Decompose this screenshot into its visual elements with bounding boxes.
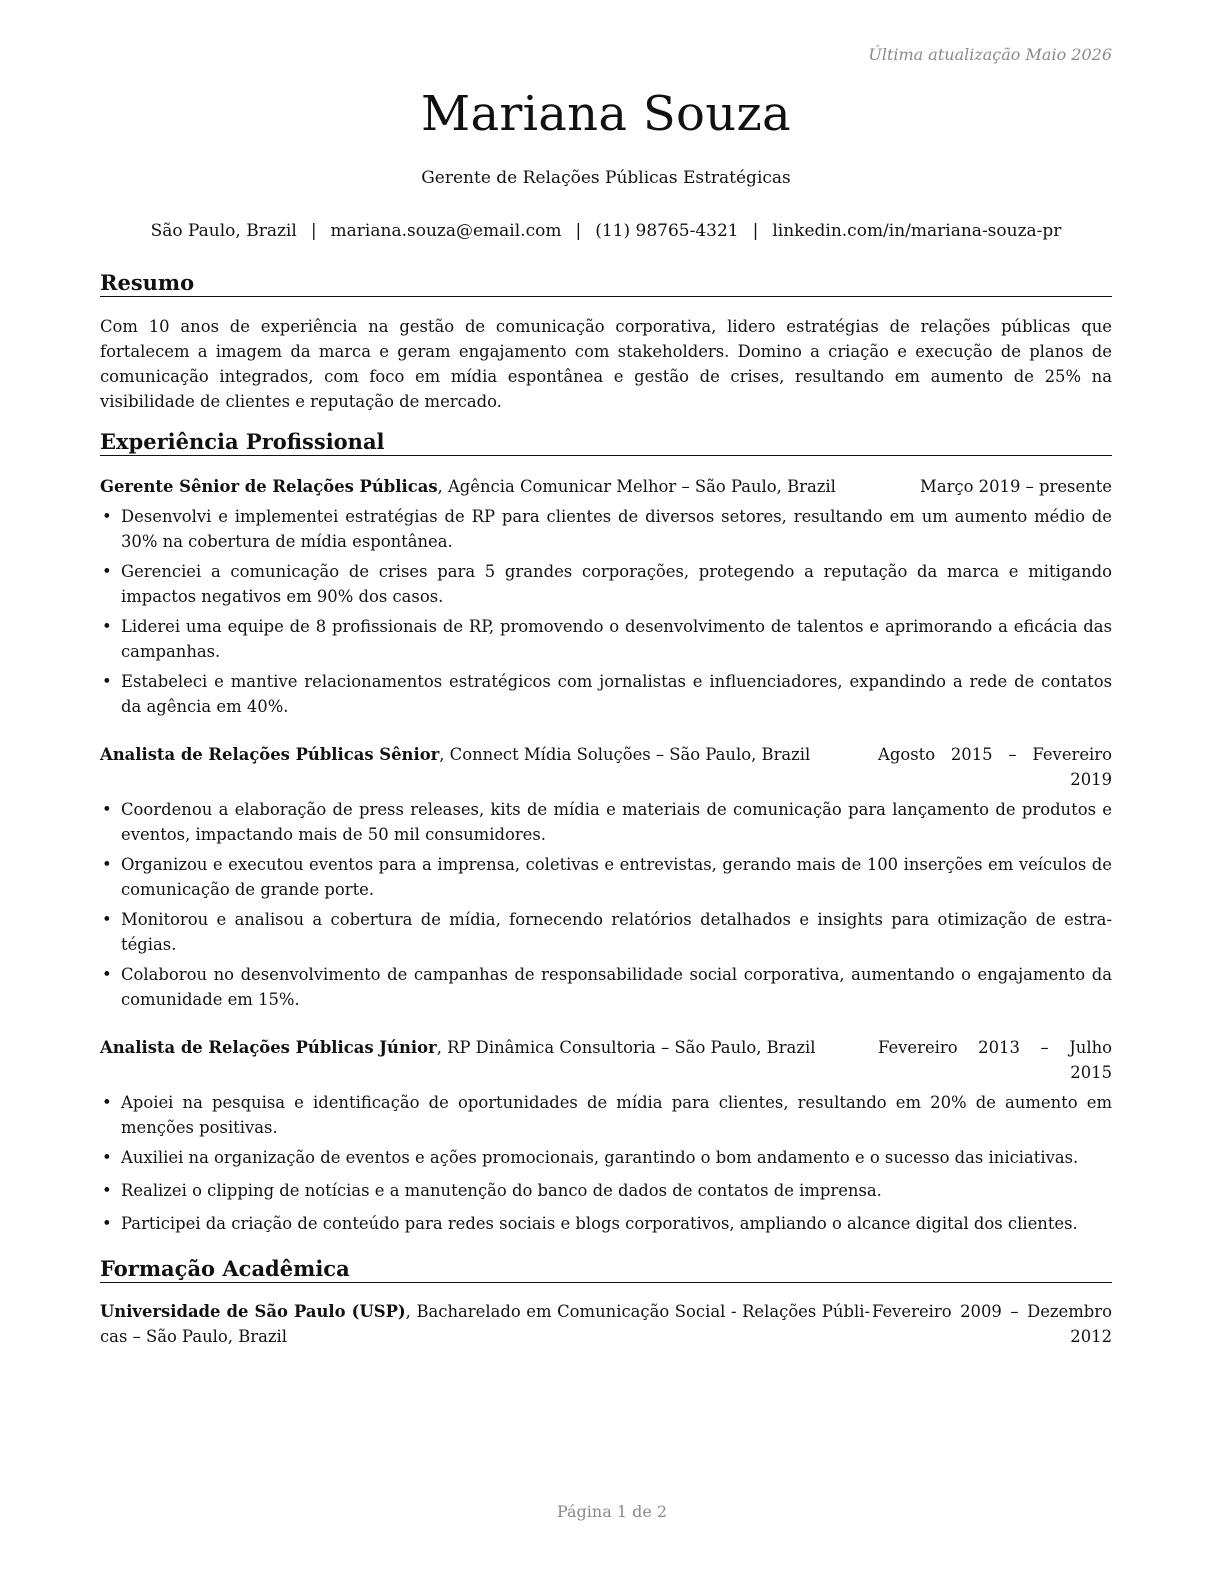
list-item: • Estabeleci e mantive relacionamentos estratégicos com jornalistas e influenciadores, expandindo a rede de contatos da agência em 40%.: [100, 669, 1112, 719]
list-item: • Auxiliei na organização de eventos e ações promocionais, garantindo o bom andamento e o sucesso das iniciativas.: [100, 1145, 1112, 1170]
contact-phone: (11) 98765-4321: [595, 221, 739, 241]
list-item: • Realizei o clipping de notícias e a manutenção do banco de dados de contatos de imprensa.: [100, 1178, 1112, 1203]
contact-location: São Paulo, Brazil: [150, 221, 297, 241]
job-header: [100, 1035, 1112, 1085]
job-role: Analista de Relações Públicas Júnior: [100, 1038, 437, 1057]
contact-linkedin[interactable]: linkedin.com/in/mariana-souza-pr: [772, 221, 1062, 241]
job-dates: Março 2019 – presente: [920, 477, 1112, 496]
contact-separator: |: [575, 221, 582, 241]
job-bullets: [100, 797, 1112, 1012]
section-title-summary: Resumo: [100, 270, 1112, 297]
education-school: Universidade de São Paulo (USP): [100, 1302, 406, 1321]
job-role: Gerente Sênior de Relações Públicas: [100, 477, 438, 496]
list-item: • Liderei uma equipe de 8 profissionais de RP, promovendo o desenvolvimento de talentos e aprimorando a eficácia das campanhas.: [100, 614, 1112, 664]
job-company: , RP Dinâmica Consultoria – São Paulo, Brazil: [436, 1038, 816, 1057]
job-header: [100, 742, 1112, 792]
job-dates: Agosto 2015 – Fevereiro 2019: [878, 745, 1112, 789]
job-bullets: [100, 504, 1112, 719]
section-title-education: Formação Acadêmica: [100, 1256, 1112, 1283]
list-item: • Colaborou no desenvolvimento de campanhas de responsabilidade social corporativa, aumentando o engajamento da comunidade em 15%.: [100, 962, 1112, 1012]
job-title-line: [100, 742, 810, 767]
job-title-line: [100, 474, 836, 499]
summary-text: Com 10 anos de experiência na gestão de comunicação corporativa, lidero estratégias de relações públicas que fortalecem a imagem da marca e geram engajamento com stakeholders. Domino a criação e execução de planos de comunicação integrados, com foco em mídia espontânea e gestão de crises, resultando em aumento de 25% na visibilidade de clientes e reputação de mercado.: [100, 317, 1112, 411]
candidate-title: Gerente de Relações Públicas Estratégicas: [421, 168, 791, 188]
job-bullets: [100, 1090, 1112, 1236]
list-item: • Apoiei na pesquisa e identificação de oportunidades de mídia para clientes, resultando em 20% de aumento em menções positivas.: [100, 1090, 1112, 1140]
job-company: , Agência Comunicar Melhor – São Paulo, Brazil: [437, 477, 836, 496]
job-company: , Connect Mídia Soluções – São Paulo, Brazil: [439, 745, 811, 764]
job-title-line: [100, 1035, 815, 1060]
education-dates: Fevereiro 2009 – Dezembro 2012: [872, 1302, 1112, 1346]
list-item: • Monitorou e analisou a cobertura de mídia, fornecendo relatórios detalhados e insights para otimização de estra-tégias.: [100, 907, 1112, 957]
job-header: [100, 474, 1112, 499]
list-item: • Coordenou a elaboração de press releases, kits de mídia e materiais de comunicação para lançamento de produtos e eventos, impactando mais de 50 mil consumidores.: [100, 797, 1112, 847]
contact-line: [80, 221, 1132, 241]
page-number: Página 1 de 2: [556, 1502, 668, 1521]
contact-separator: |: [310, 221, 317, 241]
candidate-name: Mariana Souza: [421, 86, 791, 142]
last-updated: Última atualização Maio 2026: [868, 45, 1112, 64]
education-degree: , Bacharelado em Comunicação Social - Relações Públi-cas – São Paulo, Brazil: [100, 1302, 870, 1346]
contact-email[interactable]: mariana.souza@email.com: [330, 221, 562, 241]
list-item: • Participei da criação de conteúdo para redes sociais e blogs corporativos, ampliando o alcance digital dos clientes.: [100, 1211, 1112, 1236]
list-item: • Desenvolvi e implementei estratégias de RP para clientes de diversos setores, resultando em um aumento médio de 30% na cobertura de mídia espontânea.: [100, 504, 1112, 554]
list-item: • Gerenciei a comunicação de crises para 5 grandes corporações, protegendo a reputação da marca e mitigando impactos negativos em 90% dos casos.: [100, 559, 1112, 609]
job-role: Analista de Relações Públicas Sênior: [100, 745, 440, 764]
education-entry: [100, 1299, 1112, 1349]
job-dates: Fevereiro 2013 – Julho 2015: [878, 1038, 1112, 1082]
section-title-experience: Experiência Profissional: [100, 429, 1112, 456]
contact-separator: |: [752, 221, 759, 241]
list-item: • Organizou e executou eventos para a imprensa, coletivas e entrevistas, gerando mais de 100 inserções em veículos de comunicação de grande porte.: [100, 852, 1112, 902]
education-institution: [100, 1299, 870, 1349]
